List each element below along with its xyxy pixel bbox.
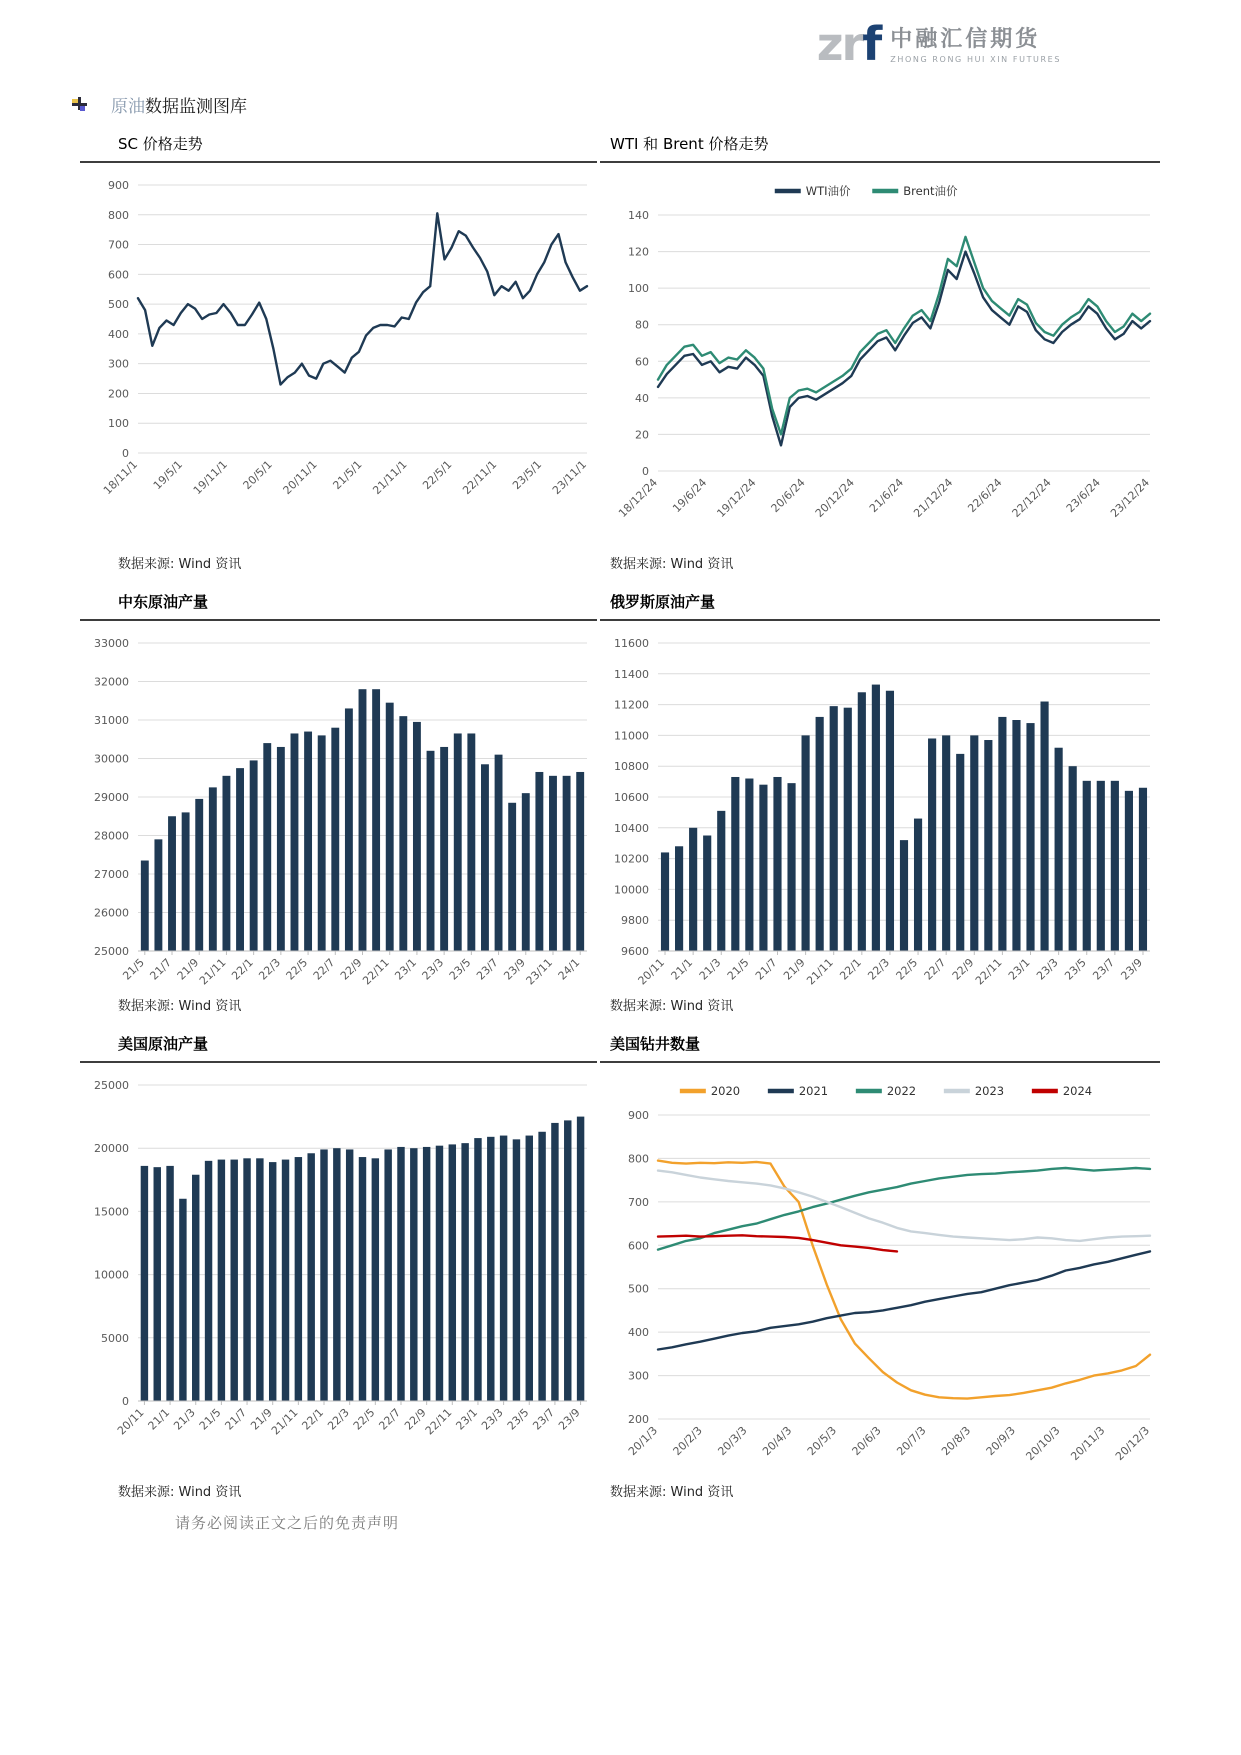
logo-zr: zr bbox=[816, 17, 863, 71]
svg-text:23/9: 23/9 bbox=[556, 1405, 583, 1433]
divider bbox=[80, 161, 597, 163]
sc-price-chart bbox=[80, 167, 597, 519]
chart-grid bbox=[80, 126, 1160, 1512]
svg-text:2021: 2021 bbox=[798, 1084, 829, 1098]
svg-text:26000: 26000 bbox=[94, 906, 129, 920]
svg-text:23/5: 23/5 bbox=[1062, 955, 1089, 983]
svg-text:23/11/1: 23/11/1 bbox=[549, 457, 590, 498]
svg-text:22/1: 22/1 bbox=[837, 955, 864, 983]
svg-text:29000: 29000 bbox=[94, 791, 129, 804]
svg-text:23/3: 23/3 bbox=[419, 955, 447, 983]
svg-text:15000: 15000 bbox=[94, 1205, 129, 1219]
chart-cell-russia-output bbox=[600, 584, 1160, 1026]
svg-text:20: 20 bbox=[635, 428, 649, 442]
svg-text:22/5: 22/5 bbox=[350, 1405, 378, 1433]
svg-text:20/5/1: 20/5/1 bbox=[240, 457, 275, 493]
svg-text:20/6/24: 20/6/24 bbox=[768, 475, 808, 516]
section-bullet-icon bbox=[72, 97, 87, 112]
svg-text:23/7: 23/7 bbox=[530, 1405, 558, 1433]
svg-text:20/9/3: 20/9/3 bbox=[983, 1423, 1018, 1459]
svg-text:25000: 25000 bbox=[94, 1079, 129, 1092]
svg-text:200: 200 bbox=[108, 387, 129, 401]
svg-text:2024: 2024 bbox=[1062, 1084, 1093, 1098]
chart-cell-us-rigs bbox=[600, 1026, 1160, 1512]
svg-text:21/5: 21/5 bbox=[724, 955, 752, 983]
svg-text:20/7/3: 20/7/3 bbox=[894, 1423, 929, 1459]
company-logo bbox=[816, 17, 1061, 71]
chart-title-middle-east-output: 中东原油产量 bbox=[118, 593, 209, 611]
svg-text:140: 140 bbox=[628, 209, 649, 222]
svg-text:21/7: 21/7 bbox=[222, 1405, 250, 1433]
middle-east-output-chart bbox=[80, 625, 597, 995]
svg-text:22/1: 22/1 bbox=[299, 1405, 327, 1433]
svg-text:22/3: 22/3 bbox=[325, 1405, 352, 1433]
svg-text:11200: 11200 bbox=[614, 698, 649, 712]
data-source-label: 数据来源: Wind 资讯 bbox=[610, 999, 734, 1014]
page-title bbox=[111, 92, 247, 117]
svg-text:22/11/1: 22/11/1 bbox=[460, 457, 500, 498]
svg-text:21/12/24: 21/12/24 bbox=[911, 475, 956, 521]
svg-text:22/12/24: 22/12/24 bbox=[1009, 475, 1054, 521]
divider bbox=[80, 619, 597, 621]
data-source-label: 数据来源: Wind 资讯 bbox=[610, 557, 734, 572]
svg-text:18/12/24: 18/12/24 bbox=[615, 475, 661, 521]
svg-text:Brent油价: Brent油价 bbox=[903, 184, 958, 198]
svg-text:9600: 9600 bbox=[621, 945, 649, 958]
svg-text:22/11: 22/11 bbox=[972, 955, 1005, 988]
svg-text:22/5: 22/5 bbox=[893, 955, 921, 983]
svg-text:21/1: 21/1 bbox=[145, 1405, 173, 1433]
svg-text:32000: 32000 bbox=[94, 675, 129, 689]
divider bbox=[600, 619, 1160, 621]
svg-text:21/3: 21/3 bbox=[696, 955, 724, 983]
svg-text:23/9: 23/9 bbox=[501, 955, 528, 983]
svg-text:23/7: 23/7 bbox=[1090, 955, 1118, 983]
svg-text:23/11: 23/11 bbox=[523, 955, 556, 988]
svg-text:22/1: 22/1 bbox=[229, 955, 256, 983]
svg-text:25000: 25000 bbox=[94, 945, 129, 958]
svg-text:21/3: 21/3 bbox=[171, 1405, 198, 1433]
svg-text:22/9: 22/9 bbox=[337, 955, 365, 983]
divider bbox=[80, 1061, 597, 1063]
chart-title-us-output: 美国原油产量 bbox=[118, 1035, 209, 1053]
svg-text:0: 0 bbox=[642, 465, 649, 478]
logo-wordmark bbox=[890, 24, 1061, 64]
svg-text:23/3: 23/3 bbox=[479, 1405, 506, 1433]
chart-title-wti-brent: WTI 和 Brent 价格走势 bbox=[610, 135, 769, 153]
us-rigs-chart bbox=[600, 1067, 1160, 1481]
svg-text:2022: 2022 bbox=[886, 1084, 917, 1098]
svg-text:10000: 10000 bbox=[614, 883, 649, 897]
svg-text:23/3: 23/3 bbox=[1034, 955, 1061, 983]
svg-text:20000: 20000 bbox=[94, 1142, 129, 1156]
svg-text:20/12/3: 20/12/3 bbox=[1112, 1423, 1153, 1464]
svg-text:21/5: 21/5 bbox=[196, 1405, 224, 1433]
svg-text:23/1: 23/1 bbox=[453, 1405, 481, 1433]
svg-text:20/4/3: 20/4/3 bbox=[760, 1423, 795, 1459]
svg-text:19/12/24: 19/12/24 bbox=[714, 475, 759, 521]
chart-title-russia-output: 俄罗斯原油产量 bbox=[610, 593, 716, 611]
svg-text:WTI油价: WTI油价 bbox=[805, 184, 851, 198]
svg-text:900: 900 bbox=[628, 1109, 649, 1122]
svg-text:200: 200 bbox=[628, 1413, 649, 1426]
svg-text:500: 500 bbox=[628, 1282, 649, 1296]
svg-text:23/5/1: 23/5/1 bbox=[509, 457, 545, 493]
svg-text:22/7: 22/7 bbox=[310, 955, 338, 983]
svg-text:20/12/24: 20/12/24 bbox=[812, 475, 857, 521]
svg-text:20/5/3: 20/5/3 bbox=[804, 1423, 840, 1459]
svg-text:21/11: 21/11 bbox=[268, 1405, 301, 1438]
svg-text:100: 100 bbox=[108, 417, 129, 431]
svg-text:18/11/1: 18/11/1 bbox=[100, 457, 141, 498]
chart-title-sc-price: SC 价格走势 bbox=[118, 135, 203, 153]
logo-zrf-mark bbox=[816, 17, 881, 71]
svg-text:21/11/1: 21/11/1 bbox=[370, 457, 410, 498]
svg-text:10600: 10600 bbox=[614, 791, 649, 804]
data-source-label: 数据来源: Wind 资讯 bbox=[118, 557, 242, 572]
svg-text:20/1/3: 20/1/3 bbox=[625, 1423, 661, 1459]
svg-text:10000: 10000 bbox=[94, 1268, 129, 1282]
svg-text:23/9: 23/9 bbox=[1118, 955, 1146, 983]
svg-text:21/5: 21/5 bbox=[120, 955, 147, 983]
svg-text:60: 60 bbox=[635, 355, 649, 369]
svg-text:11600: 11600 bbox=[614, 637, 649, 650]
svg-text:120: 120 bbox=[628, 245, 649, 259]
svg-text:2023: 2023 bbox=[974, 1084, 1005, 1098]
svg-text:20/11: 20/11 bbox=[635, 955, 668, 988]
svg-text:22/6/24: 22/6/24 bbox=[965, 475, 1005, 516]
svg-text:800: 800 bbox=[108, 208, 129, 222]
chart-cell-wti-brent bbox=[600, 126, 1160, 584]
logo-company-name-cn: 中融汇信期货 bbox=[890, 27, 1041, 52]
data-source-label: 数据来源: Wind 资讯 bbox=[610, 1485, 734, 1500]
svg-text:10800: 10800 bbox=[614, 760, 649, 774]
svg-text:22/7: 22/7 bbox=[376, 1405, 404, 1433]
data-source-label: 数据来源: Wind 资讯 bbox=[118, 999, 242, 1014]
russia-output-chart bbox=[600, 625, 1160, 995]
svg-text:19/6/24: 19/6/24 bbox=[670, 475, 710, 516]
svg-text:33000: 33000 bbox=[94, 637, 129, 650]
page-title-highlight: 原油 bbox=[111, 97, 145, 117]
svg-text:400: 400 bbox=[108, 327, 129, 341]
svg-text:21/9: 21/9 bbox=[248, 1405, 275, 1433]
svg-text:31000: 31000 bbox=[94, 714, 129, 727]
svg-text:22/7: 22/7 bbox=[921, 955, 949, 983]
svg-text:80: 80 bbox=[635, 318, 649, 332]
svg-text:100: 100 bbox=[628, 282, 649, 296]
svg-text:21/11: 21/11 bbox=[804, 955, 836, 988]
svg-text:5000: 5000 bbox=[101, 1331, 129, 1345]
section-header bbox=[72, 92, 247, 117]
svg-text:40: 40 bbox=[635, 391, 649, 405]
svg-text:20/11/3: 20/11/3 bbox=[1068, 1423, 1108, 1464]
svg-text:22/9: 22/9 bbox=[949, 955, 977, 983]
svg-text:400: 400 bbox=[628, 1326, 649, 1340]
svg-text:20/8/3: 20/8/3 bbox=[938, 1423, 974, 1459]
svg-text:600: 600 bbox=[108, 268, 129, 282]
svg-text:600: 600 bbox=[628, 1239, 649, 1253]
svg-text:20/2/3: 20/2/3 bbox=[670, 1423, 705, 1459]
svg-text:30000: 30000 bbox=[94, 752, 129, 766]
data-source-label: 数据来源: Wind 资讯 bbox=[118, 1485, 242, 1500]
svg-text:21/9: 21/9 bbox=[174, 955, 202, 983]
svg-text:23/6/24: 23/6/24 bbox=[1063, 475, 1103, 516]
svg-text:20/11: 20/11 bbox=[114, 1405, 147, 1438]
svg-text:22/11: 22/11 bbox=[422, 1405, 455, 1438]
svg-text:21/7: 21/7 bbox=[147, 955, 175, 983]
svg-text:23/12/24: 23/12/24 bbox=[1107, 475, 1153, 521]
svg-text:22/9: 22/9 bbox=[402, 1405, 429, 1433]
chart-cell-us-output bbox=[80, 1026, 597, 1512]
svg-text:22/11: 22/11 bbox=[360, 955, 392, 988]
svg-text:28000: 28000 bbox=[94, 829, 129, 843]
disclaimer-text: 请务必阅读正文之后的免责声明 bbox=[175, 1514, 400, 1532]
wti-brent-chart bbox=[600, 167, 1160, 537]
svg-text:0: 0 bbox=[122, 447, 129, 460]
svg-text:20/11/1: 20/11/1 bbox=[280, 457, 320, 498]
chart-title-us-rigs: 美国钻井数量 bbox=[610, 1035, 701, 1053]
svg-text:500: 500 bbox=[108, 298, 129, 312]
svg-text:700: 700 bbox=[108, 238, 129, 252]
svg-text:10200: 10200 bbox=[614, 852, 649, 866]
svg-text:21/5/1: 21/5/1 bbox=[330, 457, 365, 493]
svg-text:19/5/1: 19/5/1 bbox=[150, 457, 186, 493]
svg-text:700: 700 bbox=[628, 1195, 649, 1209]
svg-text:300: 300 bbox=[628, 1369, 649, 1383]
svg-text:19/11/1: 19/11/1 bbox=[190, 457, 230, 498]
logo-f: f bbox=[862, 17, 881, 71]
svg-text:23/1: 23/1 bbox=[1005, 955, 1033, 983]
chart-cell-sc-price bbox=[80, 126, 597, 584]
svg-text:900: 900 bbox=[108, 179, 129, 192]
svg-text:21/1: 21/1 bbox=[668, 955, 696, 983]
svg-text:2020: 2020 bbox=[710, 1084, 741, 1098]
svg-text:20/3/3: 20/3/3 bbox=[715, 1423, 750, 1459]
svg-text:800: 800 bbox=[628, 1152, 649, 1166]
chart-cell-middle-east-output bbox=[80, 584, 597, 1026]
svg-text:20/10/3: 20/10/3 bbox=[1023, 1423, 1063, 1464]
svg-text:22/5/1: 22/5/1 bbox=[420, 457, 455, 493]
svg-text:23/5: 23/5 bbox=[504, 1405, 532, 1433]
svg-text:22/3: 22/3 bbox=[865, 955, 893, 983]
svg-text:21/11: 21/11 bbox=[196, 955, 229, 988]
svg-text:23/1: 23/1 bbox=[392, 955, 420, 983]
svg-text:20/6/3: 20/6/3 bbox=[849, 1423, 884, 1459]
divider bbox=[600, 1061, 1160, 1063]
divider bbox=[600, 161, 1160, 163]
svg-text:11000: 11000 bbox=[614, 729, 649, 743]
svg-text:23/7: 23/7 bbox=[474, 955, 501, 983]
logo-company-name-en: ZHONG RONG HUI XIN FUTURES bbox=[890, 55, 1061, 64]
svg-text:0: 0 bbox=[122, 1395, 129, 1408]
us-output-chart bbox=[80, 1067, 597, 1467]
svg-text:21/9: 21/9 bbox=[781, 955, 808, 983]
svg-text:23/5: 23/5 bbox=[446, 955, 474, 983]
svg-text:24/1: 24/1 bbox=[555, 955, 583, 983]
svg-text:21/6/24: 21/6/24 bbox=[866, 475, 907, 516]
svg-text:22/5: 22/5 bbox=[283, 955, 311, 983]
svg-text:9800: 9800 bbox=[621, 914, 649, 928]
svg-text:22/3: 22/3 bbox=[256, 955, 284, 983]
svg-text:10400: 10400 bbox=[614, 821, 649, 835]
svg-text:21/7: 21/7 bbox=[752, 955, 780, 983]
svg-text:11400: 11400 bbox=[614, 667, 649, 681]
svg-text:27000: 27000 bbox=[94, 868, 129, 881]
page-title-rest: 数据监测图库 bbox=[145, 97, 247, 117]
svg-text:300: 300 bbox=[108, 357, 129, 371]
